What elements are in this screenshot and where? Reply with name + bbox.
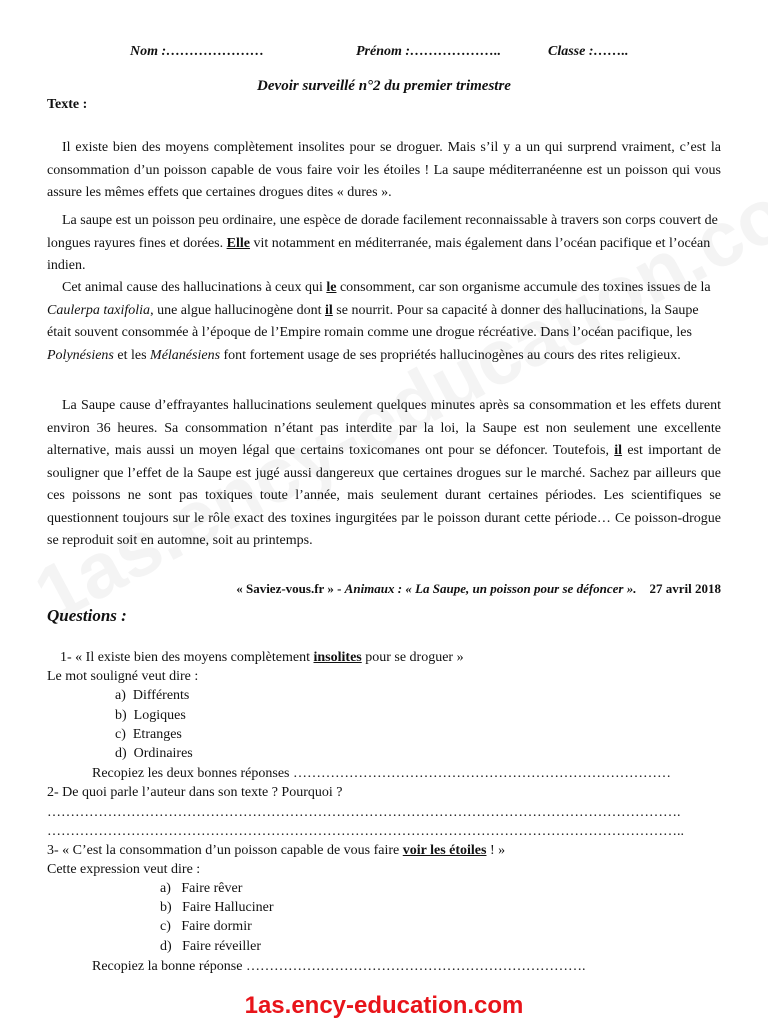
pronoun-il-2: il bbox=[614, 443, 623, 458]
q3-option-b: b) Faire Halluciner bbox=[160, 900, 274, 915]
q1-option-c: c) Etranges bbox=[115, 727, 182, 742]
pronoun-il: il bbox=[325, 302, 333, 318]
q2-answer-line-2: ……………………………………………………………………………………………………………………….. bbox=[47, 824, 684, 839]
source-line: « Saviez-vous.fr » - Animaux : « La Saupe, un poisson pour se défoncer ». 27 avril 2018 bbox=[236, 581, 721, 596]
footer-website: 1as.ency-education.com bbox=[244, 992, 524, 1019]
q2-answer-line-1: ………………………………………………………………………………………………………………………. bbox=[47, 805, 681, 820]
questions-heading: Questions : bbox=[47, 606, 127, 625]
paragraph-3: Cet animal cause des hallucinations à ceux qui le consomment, car son organisme accumule des toxines issues de la Caulerpa taxifolia, une algue hallucinogène dont il se nourrit. Pour sa capacité à donner des hallucinations, la Saupe était souvent consommée à l’époque de l’Empire romain comme une drogue récréative. Dans l’océan pacifique, les Polynésiens et les Mélanésiens font fortement usage de ses propriétés hallucinogènes au cours des rites religieux. bbox=[47, 280, 711, 363]
q3-instruction: Recopiez la bonne réponse ………………………………………………………………. bbox=[92, 959, 586, 974]
question-1: 1- « Il existe bien des moyens complètement insolites pour se droguer » bbox=[60, 650, 464, 665]
q1-option-b: b) Logiques bbox=[115, 708, 186, 723]
pronoun-elle: Elle bbox=[226, 235, 250, 251]
paragraph-1: Il existe bien des moyens complètement insolites pour se droguer. Mais s’il y a un qui surprend vraiment, c’est la consommation d’un poisson capable de vous faire voir les étoiles ! La saupe méditerranéenne est un poisson qui vous assure les mêmes effets que certaines drogues dites « dures ». bbox=[47, 140, 721, 200]
q3-option-c: c) Faire dormir bbox=[160, 919, 252, 934]
texte-label: Texte : bbox=[47, 97, 88, 112]
paragraph-4: La Saupe cause d’effrayantes hallucinations seulement quelques minutes après sa consommation et les effets durent environ 36 heures. Sa consommation n’étant pas interdite par la loi, la Saupe est non seulement une excellente alternative, mais aussi un moyen légal que certains toxicomanes ont pour se défoncer. Toutefois, il est important de souligner que l’effet de la Saupe est jugé aussi dangereux que certaines drogues sur le marché. Sachez par ailleurs que ces poissons ne sont pas toxiques toute l’année, mais seulement durant certaines périodes. Les scientifiques se questionnent toujours sur le rôle exact des toxines ingurgitées par le poisson durant cette période… Ce poisson-drogue se reproduit soit en automne, soit au printemps. bbox=[47, 398, 722, 548]
class-field: Classe :…….. bbox=[548, 44, 629, 59]
question-2: 2- De quoi parle l’auteur dans son texte ? Pourquoi ? bbox=[47, 785, 343, 800]
page-title: Devoir surveillé n°2 du premier trimestre bbox=[257, 78, 511, 94]
first-name-field: Prénom :……………….. bbox=[356, 44, 502, 59]
q1-instruction: Recopiez les deux bonnes réponses ……………………………………………………………………… bbox=[92, 766, 671, 781]
q1-option-d: d) Ordinaires bbox=[115, 746, 193, 761]
name-field: Nom :………………… bbox=[130, 44, 265, 59]
question-3: 3- « C’est la consommation d’un poisson capable de vous faire voir les étoiles ! » bbox=[47, 843, 506, 858]
q3-option-d: d) Faire réveiller bbox=[160, 939, 262, 954]
underlined-word: insolites bbox=[313, 650, 362, 665]
underlined-phrase: voir les étoiles bbox=[402, 843, 487, 858]
question-3-prompt: Cette expression veut dire : bbox=[47, 862, 201, 877]
paragraph-2: La saupe est un poisson peu ordinaire, une espèce de dorade facilement reconnaissable à travers son corps couvert de longues rayures fines et dorées. Elle vit notamment en méditerranée, mais également dans l’océan pacifique et l’océan indien. bbox=[47, 213, 718, 273]
q3-option-a: a) Faire rêver bbox=[160, 881, 243, 896]
pronoun-le: le bbox=[326, 280, 337, 295]
question-1-prompt: Le mot souligné veut dire : bbox=[47, 669, 199, 684]
q1-option-a: a) Différents bbox=[115, 688, 190, 703]
